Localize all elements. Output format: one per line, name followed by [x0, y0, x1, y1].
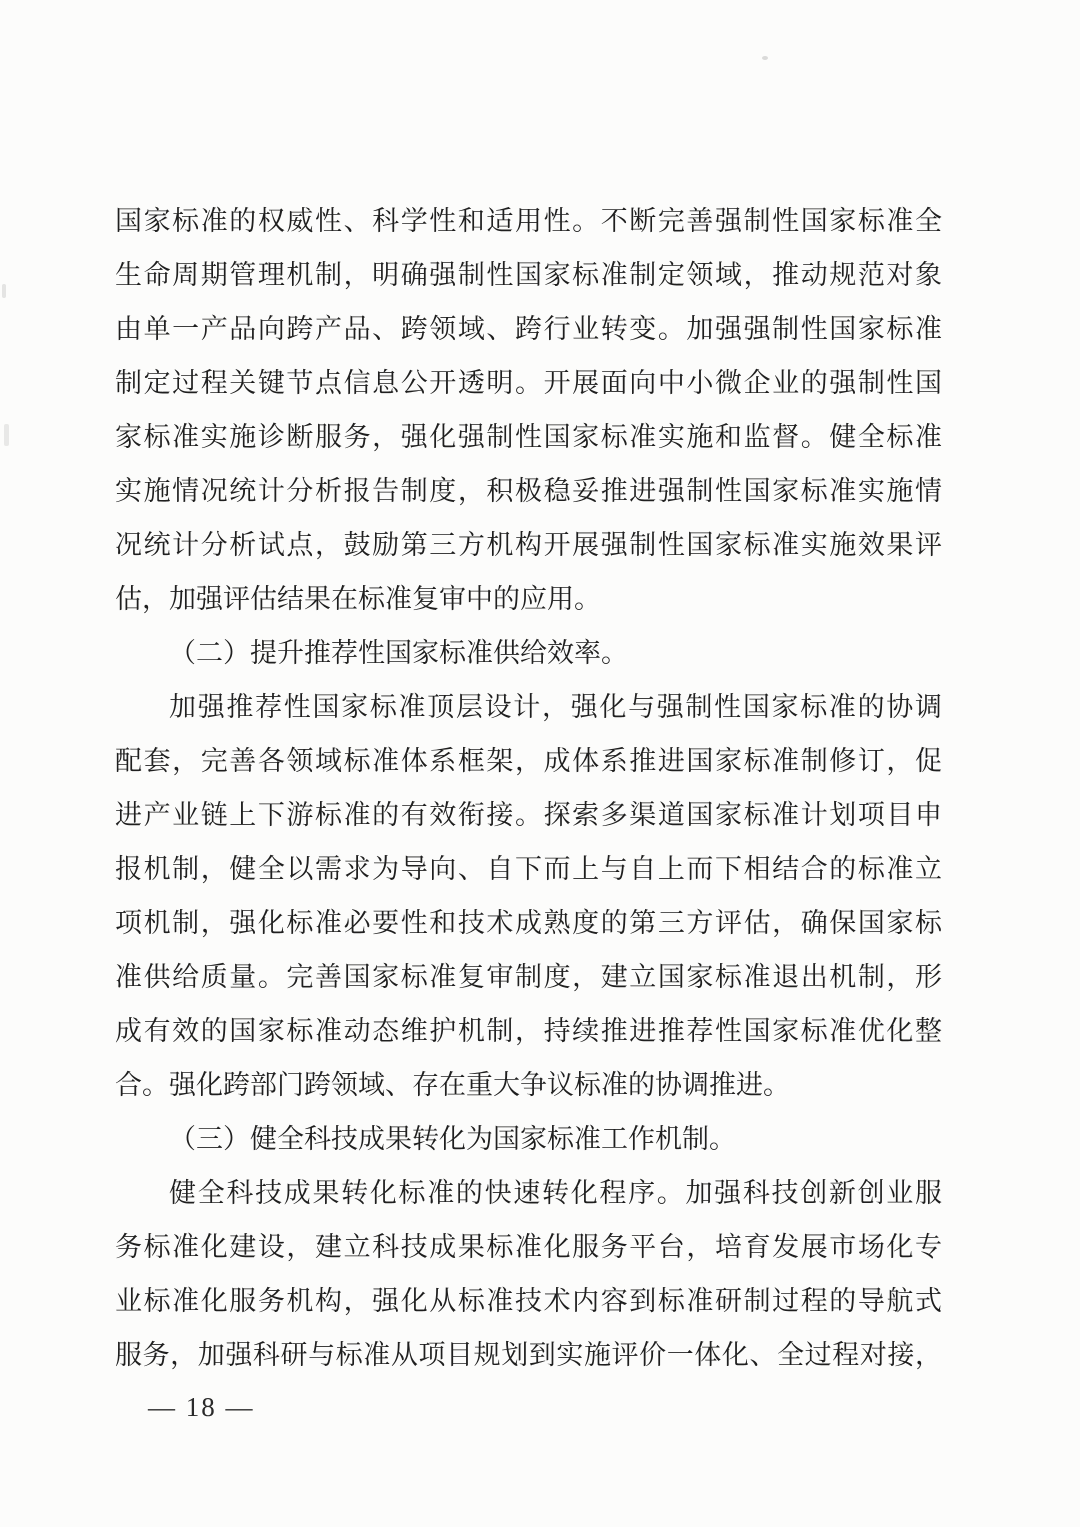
text-line: 准供给质量。完善国家标准复审制度，建立国家标准退出机制，形 — [115, 962, 942, 992]
text-line: 报机制，健全以需求为导向、自下而上与自上而下相结合的标准立 — [115, 854, 942, 884]
section-heading: （三）健全科技成果转化为国家标准工作机制。 — [169, 1124, 736, 1154]
text-line: 家标准实施诊断服务，强化强制性国家标准实施和监督。健全标准 — [115, 422, 942, 452]
text-line: 况统计分析试点，鼓励第三方机构开展强制性国家标准实施效果评 — [115, 530, 942, 560]
page-number: — 18 — — [148, 1392, 255, 1422]
scan-artifact — [2, 284, 6, 298]
text-line: 加强推荐性国家标准顶层设计，强化与强制性国家标准的协调 — [169, 692, 942, 722]
scan-artifact — [762, 56, 768, 60]
text-line: 合。强化跨部门跨领域、存在重大争议标准的协调推进。 — [115, 1070, 790, 1100]
text-line: 制定过程关键节点信息公开透明。开展面向中小微企业的强制性国 — [115, 368, 942, 398]
text-line: 业标准化服务机构，强化从标准技术内容到标准研制过程的导航式 — [115, 1286, 942, 1316]
text-line: 生命周期管理机制，明确强制性国家标准制定领域，推动规范对象 — [115, 260, 942, 290]
text-line: 务标准化建设，建立科技成果标准化服务平台，培育发展市场化专 — [115, 1232, 942, 1262]
text-line: 服务，加强科研与标准从项目规划到实施评价一体化、全过程对接， — [115, 1340, 942, 1370]
text-line: 估，加强评估结果在标准复审中的应用。 — [115, 584, 601, 614]
text-line: 进产业链上下游标准的有效衔接。探索多渠道国家标准计划项目申 — [115, 800, 942, 830]
text-line: 健全科技成果转化标准的快速转化程序。加强科技创新创业服 — [169, 1178, 942, 1208]
text-line: 国家标准的权威性、科学性和适用性。不断完善强制性国家标准全 — [115, 206, 942, 236]
text-line: 配套，完善各领域标准体系框架，成体系推进国家标准制修订，促 — [115, 746, 942, 776]
text-line: 项机制，强化标准必要性和技术成熟度的第三方评估，确保国家标 — [115, 908, 942, 938]
page-body — [115, 194, 942, 1382]
scan-artifact — [4, 424, 9, 446]
text-line: 由单一产品向跨产品、跨领域、跨行业转变。加强强制性国家标准 — [115, 314, 942, 344]
text-line: 成有效的国家标准动态维护机制，持续推进推荐性国家标准优化整 — [115, 1016, 942, 1046]
text-line: 实施情况统计分析报告制度，积极稳妥推进强制性国家标准实施情 — [115, 476, 942, 506]
section-heading: （二）提升推荐性国家标准供给效率。 — [169, 638, 628, 668]
